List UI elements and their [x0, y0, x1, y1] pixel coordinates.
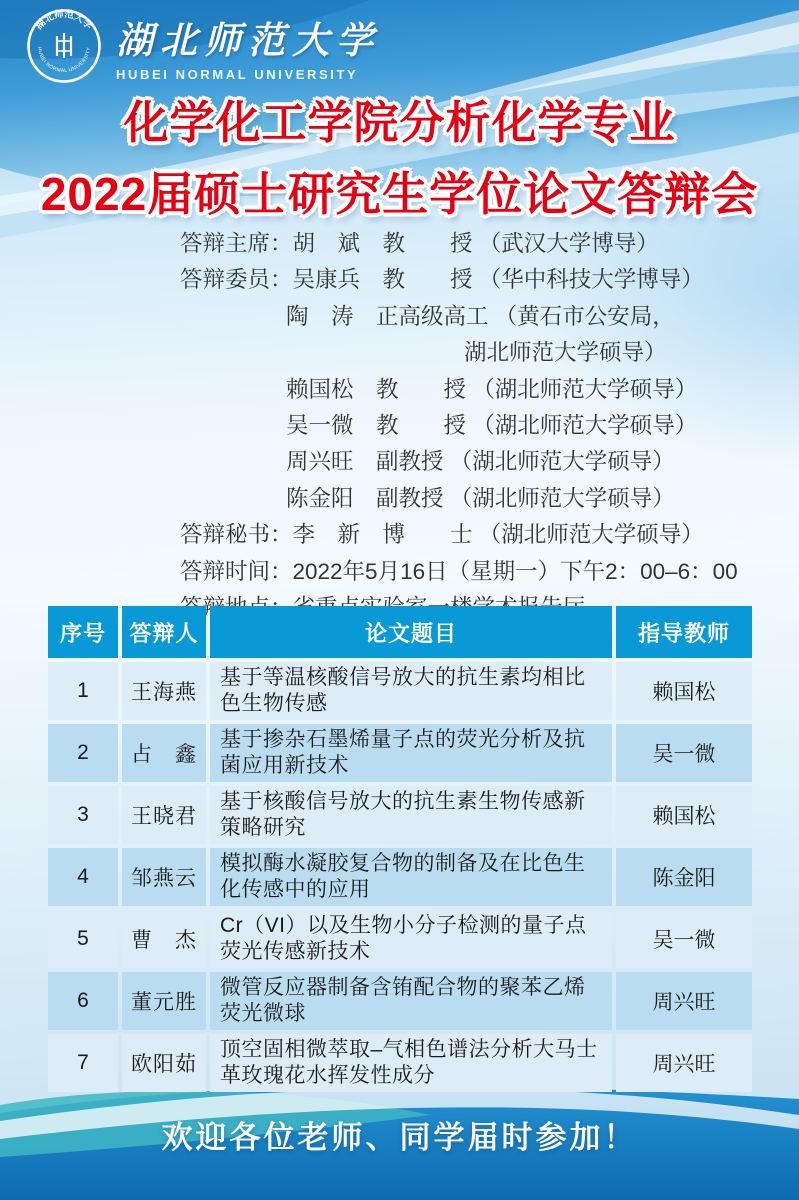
info-chair: 答辩主席：胡 斌 教 授 （武汉大学博导） — [180, 231, 659, 256]
seal-bottom-text: HUBEI NORMAL UNIVERSITY — [35, 46, 93, 75]
header-no: 序号 — [48, 606, 118, 658]
university-seal-icon — [26, 8, 102, 84]
header-name: 答辩人 — [122, 606, 206, 658]
cell-name: 邹燕云 — [122, 848, 206, 906]
cell-title: 模拟酶水凝胶复合物的制备及在比色生化传感中的应用 — [210, 848, 612, 906]
table-row — [48, 786, 752, 844]
cell-no: 2 — [48, 724, 118, 782]
cell-advisor: 周兴旺 — [616, 972, 752, 1030]
cell-name: 董元胜 — [122, 972, 206, 1030]
table-row — [48, 662, 752, 720]
cell-name: 曹 杰 — [122, 910, 206, 968]
cell-advisor: 赖国松 — [616, 786, 752, 844]
table-header-row — [48, 606, 752, 658]
cell-title: 基于掺杂石墨烯量子点的荧光分析及抗菌应用新技术 — [210, 724, 612, 782]
info-committee-4: 吴一微 教 授 （湖北师范大学硕导） — [286, 413, 698, 439]
seal-top-text: 湖北师范大学 — [33, 8, 95, 32]
cell-no: 3 — [48, 786, 118, 844]
university-brand — [26, 8, 380, 84]
seal-emblem — [57, 33, 71, 58]
university-name-zh: 湖北师范大学 — [116, 20, 380, 61]
cell-title: 基于等温核酸信号放大的抗生素均相比色生物传感 — [210, 662, 612, 720]
cell-name: 欧阳茹 — [122, 1034, 206, 1092]
cell-advisor: 陈金阳 — [616, 848, 752, 906]
title-line-2: 2022届硕士研究生学位论文答辩会 — [40, 168, 759, 220]
defense-info — [180, 226, 738, 626]
welcome-message: 欢迎各位老师、同学届时参加！ — [161, 1120, 638, 1155]
info-committee-5: 周兴旺 副教授 （湖北师范大学硕导） — [286, 449, 675, 475]
cell-advisor: 周兴旺 — [616, 1034, 752, 1092]
cell-title: 基于核酸信号放大的抗生素生物传感新策略研究 — [210, 786, 612, 844]
info-committee-2: 陶 涛 正高级高工 （黄石市公安局， — [286, 303, 675, 329]
info-time: 答辩时间：2022年5月16日（星期一）下午2：00–6：00 — [180, 558, 738, 584]
cell-name: 占 鑫 — [122, 724, 206, 782]
table-row — [48, 724, 752, 782]
cell-title: Cr（VI）以及生物小分子检测的量子点荧光传感新技术 — [210, 910, 612, 968]
info-committee-6: 陈金阳 副教授 （湖北师范大学硕导） — [286, 485, 675, 511]
header-advisor: 指导教师 — [616, 606, 752, 658]
cell-no: 7 — [48, 1034, 118, 1092]
cell-name: 王海燕 — [122, 662, 206, 720]
info-committee-3: 赖国松 教 授 （湖北师范大学硕导） — [286, 376, 698, 402]
cell-no: 4 — [48, 848, 118, 906]
cell-title: 微管反应器制备含铕配合物的聚苯乙烯荧光微球 — [210, 972, 612, 1030]
header-title: 论文题目 — [210, 606, 612, 658]
cell-advisor: 吴一微 — [616, 910, 752, 968]
cell-advisor: 吴一微 — [616, 724, 752, 782]
cell-no: 5 — [48, 910, 118, 968]
table-row — [48, 972, 752, 1030]
info-secretary: 答辩秘书：李 新 博 士 （湖北师范大学硕导） — [180, 522, 704, 548]
table-row — [48, 910, 752, 968]
cell-title: 顶空固相微萃取–气相色谱法分析大马士革玫瑰花水挥发性成分 — [210, 1034, 612, 1092]
cell-name: 王晓君 — [122, 786, 206, 844]
title-line-1: 化学化工学院分析化学专业 — [123, 97, 676, 148]
cell-no: 1 — [48, 662, 118, 720]
university-name-en: HUBEI NORMAL UNIVERSITY — [116, 67, 359, 82]
table-row — [48, 848, 752, 906]
poster-title — [0, 86, 799, 224]
info-committee-2b: 湖北师范大学硕导） — [464, 340, 667, 366]
cell-advisor: 赖国松 — [616, 662, 752, 720]
info-committee-1: 答辩委员：吴康兵 教 授 （华中科技大学博导） — [180, 267, 704, 293]
table-row — [48, 1034, 752, 1092]
cell-no: 6 — [48, 972, 118, 1030]
defense-schedule-table — [44, 602, 756, 1096]
